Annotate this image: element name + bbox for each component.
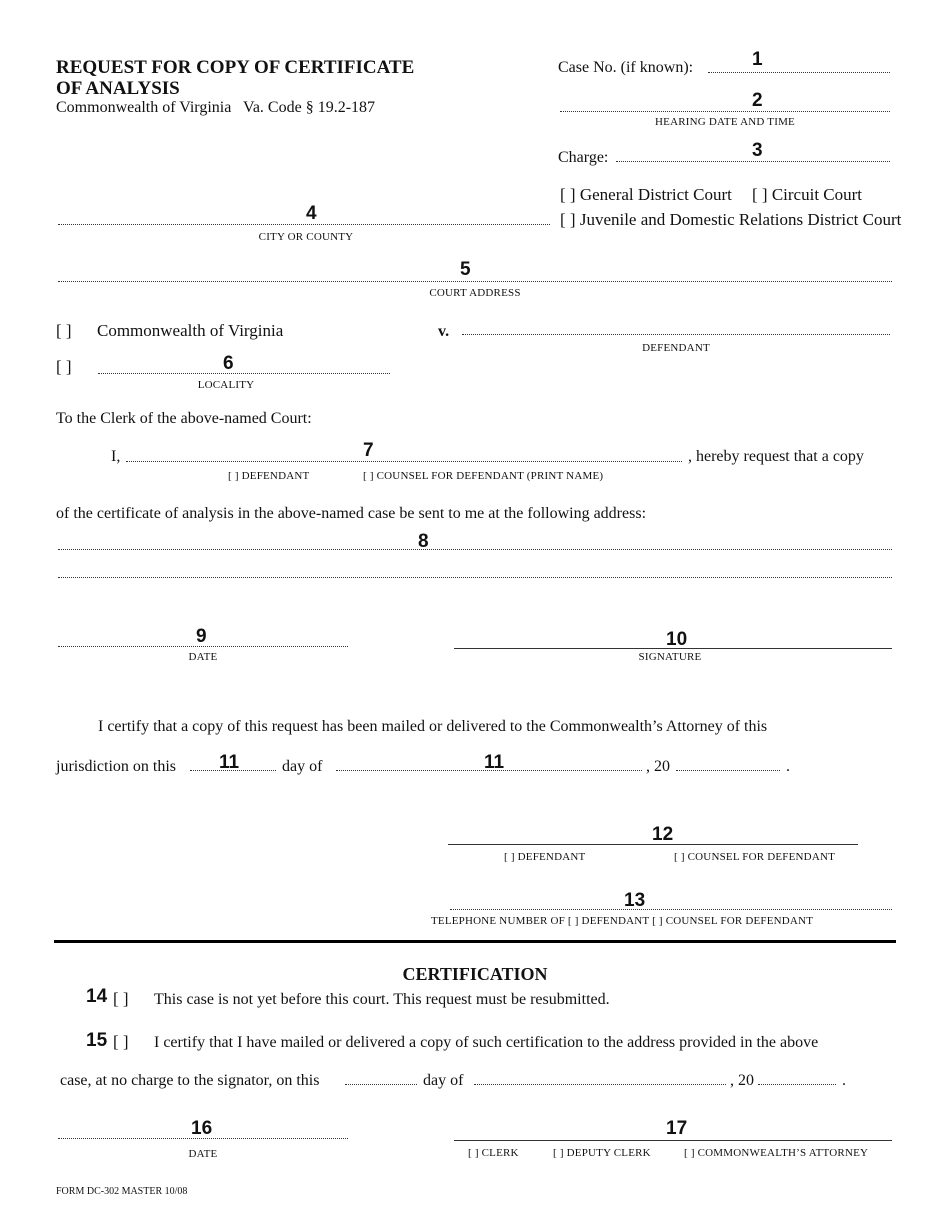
charge-number: 3 — [752, 140, 763, 161]
charge-label: Charge: — [558, 149, 609, 166]
certified-day-of-text: day of — [423, 1072, 464, 1089]
requester-defendant-option[interactable]: [ ] DEFENDANT — [228, 470, 310, 482]
item-14-text: This case is not yet before this court. This request must be resubmitted. — [154, 991, 610, 1008]
request-signature-caption: SIGNATURE — [638, 651, 702, 663]
form-title: REQUEST FOR COPY OF CERTIFICATE OF ANALYSIS — [56, 57, 415, 99]
commonwealth-checkbox[interactable]: [ ] — [56, 321, 72, 340]
certification-signature-number: 17 — [666, 1118, 688, 1139]
court-address-caption: COURT ADDRESS — [429, 287, 521, 299]
deputy-clerk-option[interactable]: [ ] DEPUTY CLERK — [553, 1147, 651, 1159]
mailed-day-number: 11 — [219, 752, 240, 773]
form-id: FORM DC-302 MASTER 10/08 — [56, 1186, 188, 1197]
mailed-day-of-text: day of — [282, 758, 323, 775]
telephone-field[interactable] — [450, 909, 892, 910]
case-no-label: Case No. (if known): — [558, 59, 694, 76]
locality-number: 6 — [223, 353, 234, 374]
request-date-number: 9 — [196, 626, 207, 647]
case-line-text: case, at no charge to the signator, on this — [60, 1072, 320, 1089]
requester-i-label: I, — [111, 448, 121, 465]
hereby-request-text: , hereby request that a copy — [688, 448, 864, 465]
locality-caption: LOCALITY — [197, 379, 255, 391]
mailing-address-line-2[interactable] — [58, 577, 892, 578]
certification-heading: CERTIFICATION — [402, 964, 548, 984]
defendant-caption: DEFENDANT — [642, 342, 710, 354]
commonwealth-label: Commonwealth of Virginia — [97, 321, 284, 340]
general-district-court-option[interactable]: [ ] General District Court — [560, 185, 732, 204]
to-clerk-text: To the Clerk of the above-named Court: — [56, 410, 312, 427]
case-no-field[interactable] — [708, 72, 890, 73]
hearing-field[interactable] — [560, 111, 890, 112]
juvenile-court-option[interactable]: [ ] Juvenile and Domestic Relations District Court — [560, 210, 902, 229]
defendant-field[interactable] — [462, 334, 890, 335]
hearing-caption: HEARING DATE AND TIME — [655, 116, 795, 128]
court-address-number: 5 — [460, 259, 471, 280]
city-county-number: 4 — [306, 203, 317, 224]
requester-counsel-option[interactable]: [ ] COUNSEL FOR DEFENDANT (PRINT NAME) — [363, 470, 604, 482]
continuation-text: of the certificate of analysis in the above-named case be sent to me at the following address: — [56, 505, 647, 522]
mailed-period: . — [786, 758, 790, 775]
item-14-checkbox[interactable]: [ ] — [113, 989, 129, 1008]
item-15-text: I certify that I have mailed or delivered a copy of such certification to the address provided in the above — [154, 1034, 819, 1051]
versus-label: v. — [438, 323, 450, 340]
item-14-number: 14 — [86, 986, 108, 1007]
telephone-caption: TELEPHONE NUMBER OF [ ] DEFENDANT [ ] COUNSEL FOR DEFENDANT — [431, 915, 814, 927]
certified-year-prefix: , 20 — [730, 1072, 754, 1089]
city-county-field[interactable] — [58, 224, 550, 225]
form-subtitle: Commonwealth of Virginia Va. Code § 19.2-187 — [56, 99, 376, 116]
section-divider — [54, 940, 896, 943]
commonwealths-attorney-option[interactable]: [ ] COMMONWEALTH’S ATTORNEY — [684, 1147, 869, 1159]
item-15-checkbox[interactable]: [ ] — [113, 1032, 129, 1051]
certify-mail-text: I certify that a copy of this request has been mailed or delivered to the Commonwealth’s Attorney of this — [98, 718, 768, 735]
certification-date-number: 16 — [191, 1118, 213, 1139]
certified-period: . — [842, 1072, 846, 1089]
mailed-year-field[interactable] — [676, 770, 780, 771]
jurisdiction-text: jurisdiction on this — [56, 758, 176, 775]
case-no-number: 1 — [752, 49, 763, 70]
locality-checkbox[interactable]: [ ] — [56, 357, 72, 376]
certifier-counsel-option[interactable]: [ ] COUNSEL FOR DEFENDANT — [674, 851, 836, 863]
hearing-number: 2 — [752, 90, 763, 111]
mailed-month-number: 11 — [484, 752, 505, 773]
clerk-option[interactable]: [ ] CLERK — [468, 1147, 519, 1159]
mailed-year-prefix: , 20 — [646, 758, 670, 775]
item-15-number: 15 — [86, 1030, 108, 1051]
court-address-field[interactable] — [58, 281, 892, 282]
certifier-signature-number: 12 — [652, 824, 674, 845]
certification-signature-field[interactable] — [454, 1140, 892, 1141]
request-date-caption: DATE — [188, 651, 218, 663]
requester-number: 7 — [363, 440, 374, 461]
certified-day-field[interactable] — [345, 1084, 417, 1085]
requester-name-field[interactable] — [126, 461, 682, 462]
mailing-address-line-1[interactable] — [58, 549, 892, 550]
city-county-caption: CITY OR COUNTY — [258, 231, 354, 243]
certifier-defendant-option[interactable]: [ ] DEFENDANT — [504, 851, 586, 863]
mailing-address-number: 8 — [418, 531, 429, 552]
circuit-court-option[interactable]: [ ] Circuit Court — [752, 185, 863, 204]
request-signature-number: 10 — [666, 629, 688, 650]
certified-year-field[interactable] — [758, 1084, 836, 1085]
telephone-number: 13 — [624, 890, 646, 911]
locality-field[interactable] — [98, 373, 390, 374]
certified-month-field[interactable] — [474, 1084, 726, 1085]
certification-date-caption: DATE — [188, 1148, 218, 1160]
